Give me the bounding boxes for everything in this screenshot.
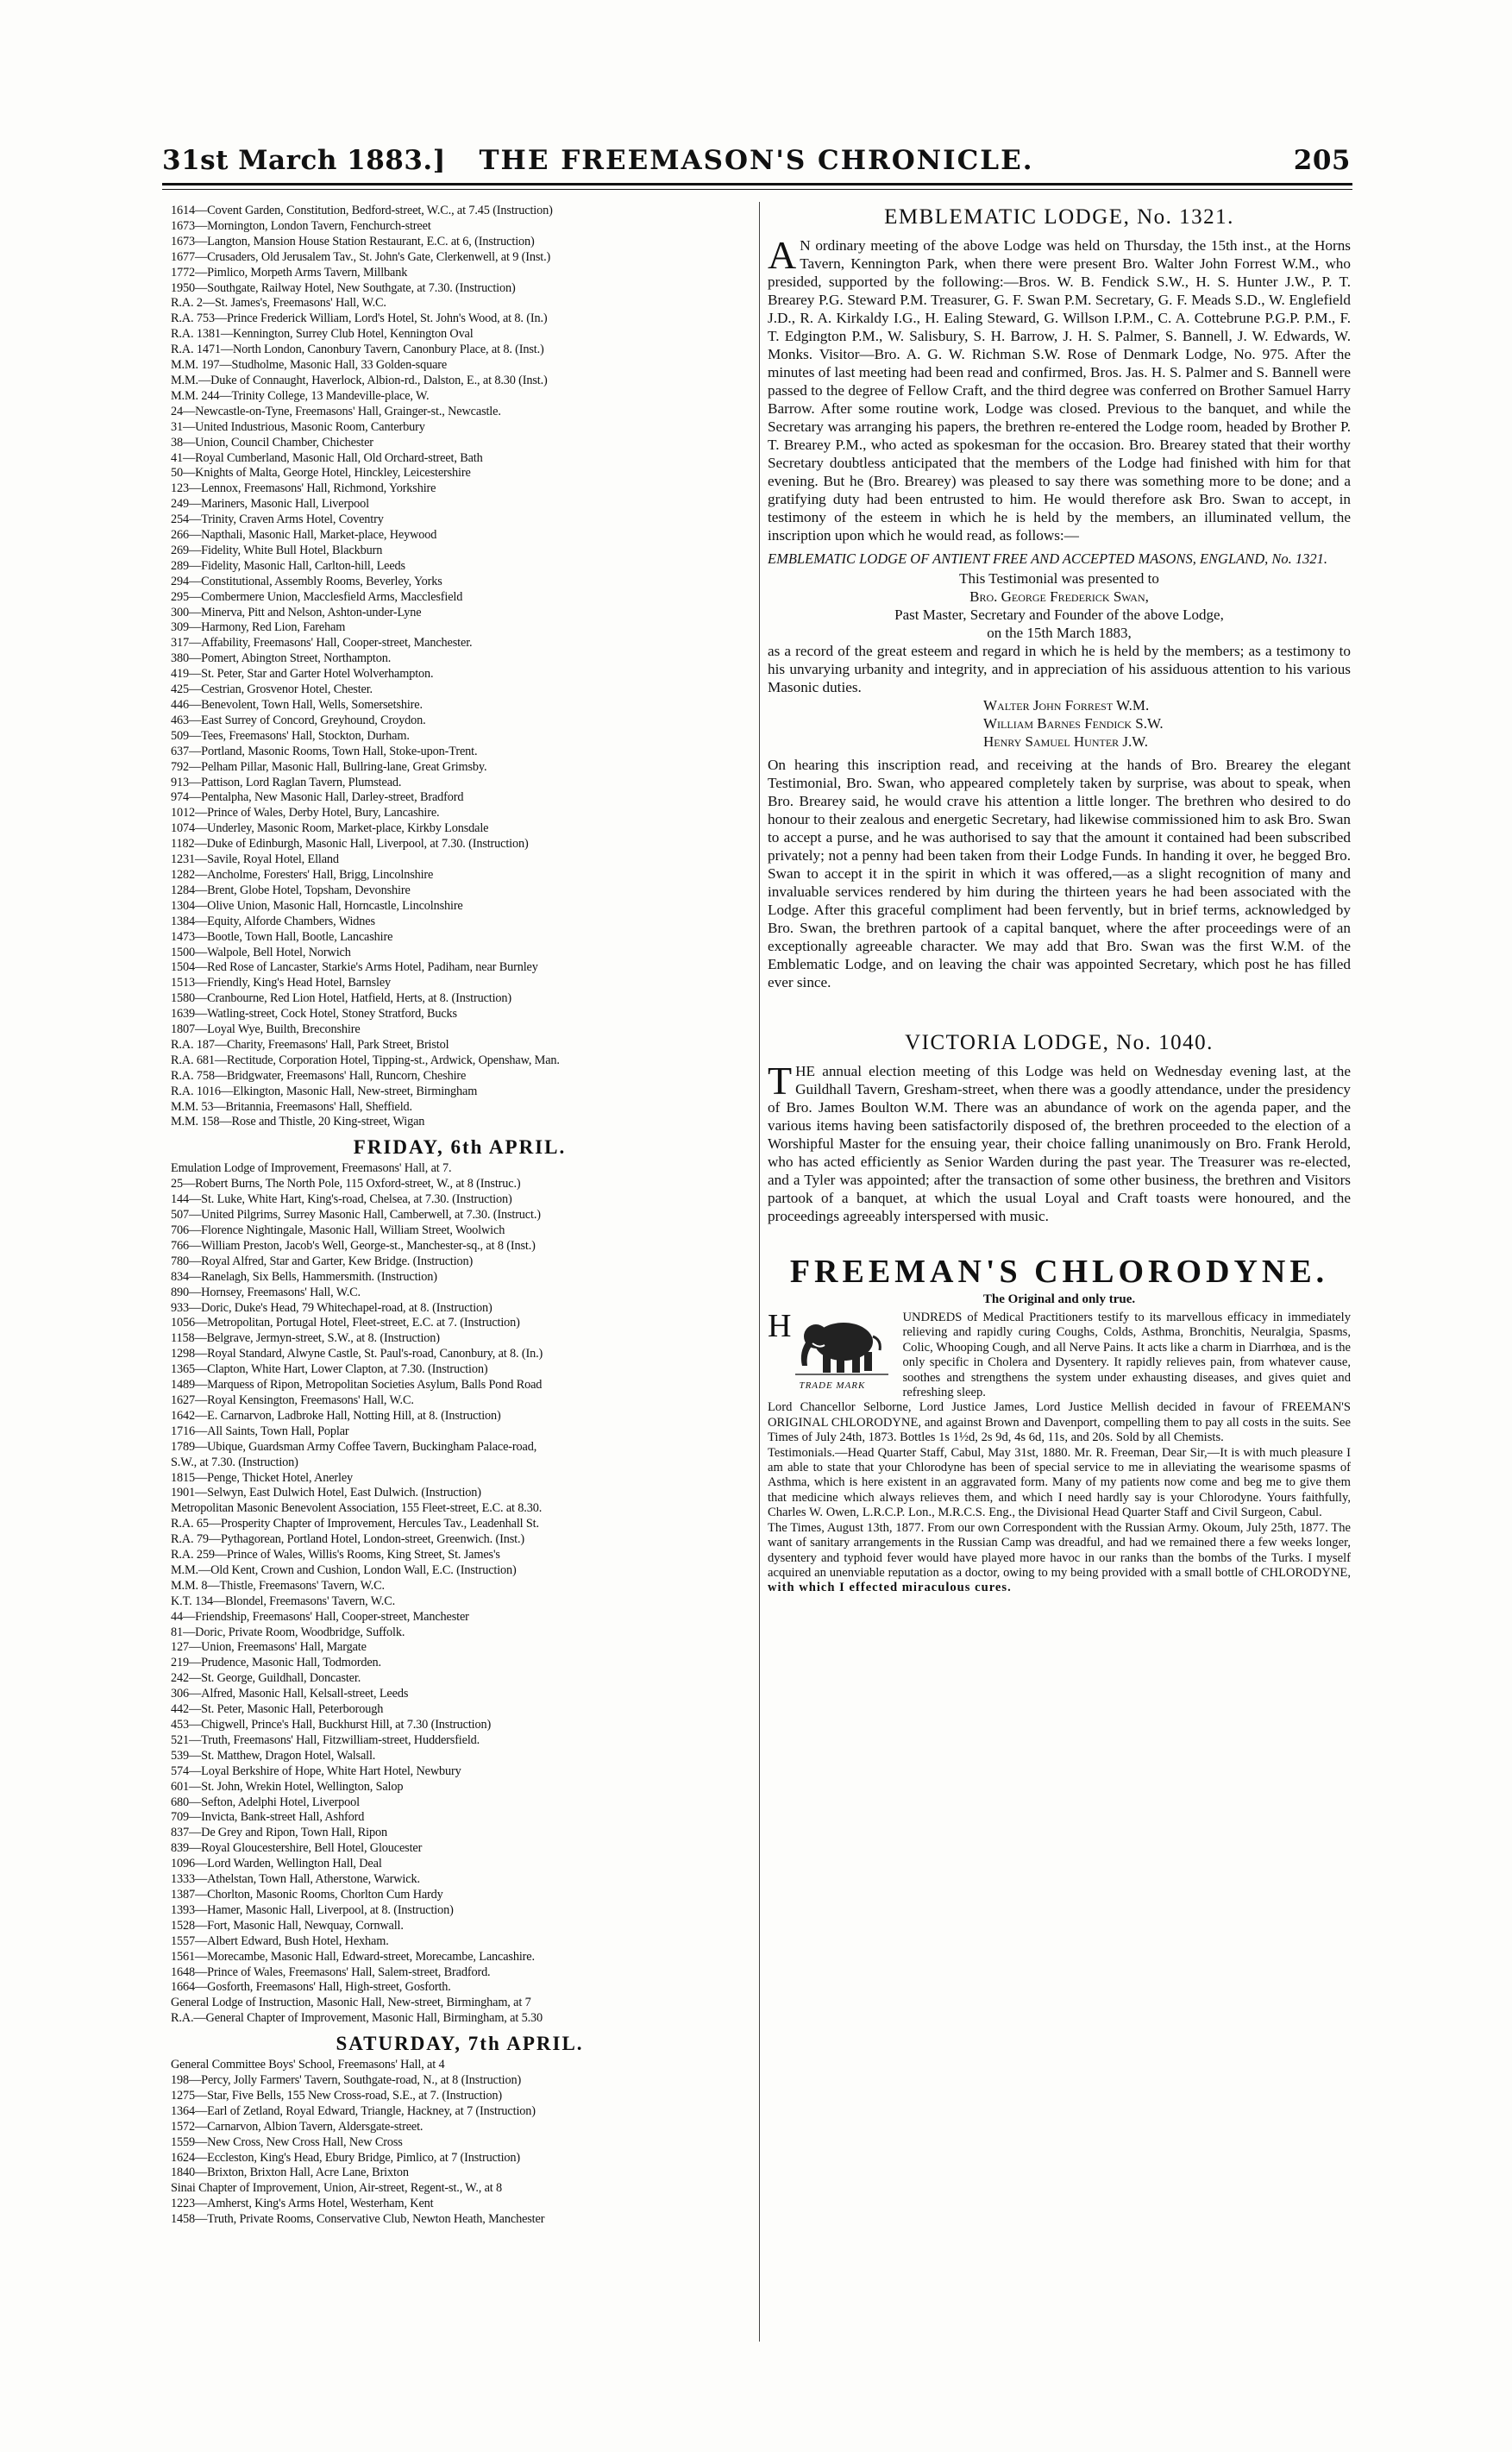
masthead <box>162 145 1351 183</box>
signature-jw: Henry Samuel Hunter J.W. <box>983 733 1149 750</box>
lodge-listing-entry: 507—United Pilgrims, Surrey Masonic Hall, Camberwell, at 7.30. (Instruct.) <box>171 1208 541 1223</box>
lodge-listing-entry: 1333—Athelstan, Town Hall, Atherstone, Warwick. <box>171 1872 420 1887</box>
lodge-listing-entry: 1096—Lord Warden, Wellington Hall, Deal <box>171 1857 382 1871</box>
advert-subheading: The Original and only true. <box>982 1292 1136 1306</box>
testimonial-date: on the 15th March 1883, <box>987 625 1132 641</box>
listing-group-6 <box>171 2197 749 2228</box>
lodge-listing-entry: 1624—Eccleston, King's Head, Ebury Bridge, Pimlico, at 7 (Instruction) <box>171 2150 521 2165</box>
elephant-icon <box>794 1311 890 1380</box>
lodge-listing-entry: M.M. 197—Studholme, Masonic Hall, 33 Golden-square <box>171 358 448 373</box>
elephant-trademark-icon <box>794 1311 897 1393</box>
lodge-listing-entry: R.A.—General Chapter of Improvement, Masonic Hall, Birmingham, at 5.30 <box>171 2011 543 2026</box>
lodge-listing-entry: 680—Sefton, Adelphi Hotel, Liverpool <box>171 1795 360 1809</box>
lodge-listing-entry: M.M. 53—Britannia, Freemasons' Hall, Sheffield. <box>171 1099 412 1114</box>
trade-mark-caption: TRADE MARK <box>799 1380 866 1391</box>
lodge-listing-entry: 1365—Clapton, White Hart, Lower Clapton, at 7.30. (Instruction) <box>171 1362 488 1377</box>
lodge-listing-entry: 219—Prudence, Masonic Hall, Todmorden. <box>171 1656 381 1670</box>
lodge-listing-entry: 144—St. Luke, White Hart, King's-road, Chelsea, at 7.30. (Instruction) <box>171 1192 512 1207</box>
lodge-listing-entry: 123—Lennox, Freemasons' Hall, Richmond, Yorkshire <box>171 481 436 496</box>
victoria-report-paragraph <box>768 1059 1351 1225</box>
lodge-listing-entry: 933—Doric, Duke's Head, 79 Whitechapel-road, at 8. (Instruction) <box>171 1300 492 1315</box>
lodge-listing-entry: 1901—Selwyn, East Dulwich Hotel, East Dulwich. (Instruction) <box>171 1486 481 1500</box>
victoria-report-text: HE annual election meeting of this Lodge was held on Wednesday evening last, at the Guildhall Tavern, Gresham-street, when there was a goodly attendance, under the presidency of Bro. James Boulton W.M. There was an abundance of work on the agenda paper, and the various items having been satisfactorily disposed of, the brethren proceeded to the election of a Worshipful Master for the ensuing year, their choice falling unanimously on Bro. Frank Herold, who has acted efficiently as Senior Warden during the past year. The Treasurer was re-elected, and a Tyler was appointed; after the transaction of some other business, the brethren and Visitors partook of a banquet, at which the usual Loyal and Craft toasts were honoured, and the proceedings agreeably interspersed with music. <box>768 1063 1351 1224</box>
lodge-listing-entry: 198—Percy, Jolly Farmers' Tavern, Southgate-road, N., at 8 (Instruction) <box>171 2073 522 2088</box>
lodge-listing-entry: 1815—Penge, Thicket Hotel, Anerley <box>171 1470 354 1485</box>
lodge-listing-entry: 1298—Royal Standard, Alwyne Castle, St. Paul's-road, Canonbury, at 8. (In.) <box>171 1347 543 1361</box>
testimonial-recipient-role: Past Master, Secretary and Founder of the above Lodge, <box>894 607 1224 623</box>
lodge-listing-entry: 1074—Underley, Masonic Room, Market-place, Kirkby Lonsdale <box>171 821 489 836</box>
lodge-listing-entry: 509—Tees, Freemasons' Hall, Stockton, Durham. <box>171 728 410 743</box>
lodge-listing-entry: 1500—Walpole, Bell Hotel, Norwich <box>171 945 351 959</box>
lodge-listing-entry: 127—Union, Freemasons' Hall, Margate <box>171 1640 367 1655</box>
advert-text-4-end: with which I effected miraculous cures. <box>768 1581 1012 1595</box>
lodge-listing-entry: 834—Ranelagh, Six Bells, Hammersmith. (Instruction) <box>171 1269 437 1284</box>
lodge-listing-entry: 266—Napthali, Masonic Hall, Market-place, Heywood <box>171 528 437 543</box>
lodge-listing-entry: 709—Invicta, Bank-street Hall, Ashford <box>171 1810 365 1825</box>
lodge-listing-entry: 242—St. George, Guildhall, Doncaster. <box>171 1671 361 1686</box>
lodge-listings-column <box>171 204 749 2343</box>
articles-column <box>768 204 1351 2343</box>
lodge-listing-entry: 1393—Hamer, Masonic Hall, Liverpool, at 8. (Instruction) <box>171 1902 454 1917</box>
lodge-listing-entry: 913—Pattison, Lord Raglan Tavern, Plumstead. <box>171 775 402 789</box>
lodge-listing-entry: 780—Royal Alfred, Star and Garter, Kew Bridge. (Instruction) <box>171 1254 474 1268</box>
chlorodyne-advert <box>768 1308 1351 1596</box>
lodge-listing-entry: R.A. 1471—North London, Canonbury Tavern, Canonbury Place, at 8. (Inst.) <box>171 343 544 357</box>
lodge-listing-entry: 419—St. Peter, Star and Garter Hotel Wolverhampton. <box>171 667 434 682</box>
victoria-lodge-heading: VICTORIA LODGE, No. 1040. <box>905 1031 1214 1054</box>
lodge-listing-entry: 1950—Southgate, Railway Hotel, New Southgate, at 7.30. (Instruction) <box>171 280 516 295</box>
lodge-listing-entry: 1673—Mornington, London Tavern, Fenchurch-street <box>171 218 431 233</box>
emblematic-lodge-heading: EMBLEMATIC LODGE, No. 1321. <box>884 205 1234 229</box>
column-divider <box>759 202 760 2342</box>
lodge-listing-entry: 792—Pelham Pillar, Masonic Hall, Bullring-lane, Great Grimsby. <box>171 759 487 774</box>
advert-paragraph-4 <box>768 1521 1351 1596</box>
lodge-listing-entry: 1561—Morecambe, Masonic Hall, Edward-street, Morecambe, Lancashire. <box>171 1949 535 1964</box>
lodge-listing-entry: 1275—Star, Five Bells, 155 New Cross-road, S.E., at 7. (Instruction) <box>171 2088 502 2103</box>
lodge-listing-entry: 1387—Chorlton, Masonic Rooms, Chorlton Cum Hardy <box>171 1887 443 1902</box>
lodge-listing-entry: 1473—Bootle, Town Hall, Bootle, Lancashire <box>171 929 393 944</box>
lodge-listing-entry: 306—Alfred, Masonic Hall, Kelsall-street, Leeds <box>171 1687 409 1701</box>
lodge-listing-entry: K.T. 134—Blondel, Freemasons' Tavern, W.C. <box>171 1594 396 1608</box>
drop-cap: T <box>768 1059 793 1103</box>
lodge-listing-entry: 1282—Ancholme, Foresters' Hall, Brigg, Lincolnshire <box>171 867 434 882</box>
advert-paragraph-3: Testimonials.—Head Quarter Staff, Cabul, May 31st, 1880. Mr. R. Freeman, Dear Sir,—It is with much pleasure I am able to state that your Chlorodyne has been of special service to me in alleviating the wearisome spasms of Asthma, which is here existent in an aggravated form. Many of my patients now come and beg me to give them that medicine which always relieves them, and which I need hardly say is your Chlorodyne. Yours faithfully, Charles W. Owen, L.R.C.P. Lon., M.R.C.S. Eng., the Divisional Head Quarter Staff and Civil Surgeon, Cabul. <box>768 1445 1351 1520</box>
lodge-listing-entry: 1642—E. Carnarvon, Ladbroke Hall, Notting Hill, at 8. (Instruction) <box>171 1408 501 1423</box>
lodge-listing-entry: M.M.—Duke of Connaught, Haverlock, Albion-rd., Dalston, E., at 8.30 (Inst.) <box>171 373 548 387</box>
advert-paragraph-1 <box>768 1308 1351 1400</box>
lodge-listing-entry: R.A. 79—Pythagorean, Portland Hotel, London-street, Greenwich. (Inst.) <box>171 1532 524 1547</box>
issue-date: 31st March 1883.] <box>162 145 446 176</box>
lodge-listing-entry: 1677—Crusaders, Old Jerusalem Tav., St. John's Gate, Clerkenwell, at 9 (Inst.) <box>171 249 551 264</box>
lodge-listing-entry: 25—Robert Burns, The North Pole, 115 Oxford-street, W., at 8 (Instruc.) <box>171 1177 521 1191</box>
lodge-listing-entry: 601—St. John, Wrekin Hotel, Wellington, Salop <box>171 1779 404 1794</box>
publication-title: THE FREEMASON'S CHRONICLE. <box>479 145 1034 176</box>
lodge-listing-entry: 837—De Grey and Ripon, Town Hall, Ripon <box>171 1826 387 1840</box>
lodge-listing-entry: 1840—Brixton, Brixton Hall, Acre Lane, Brixton <box>171 2166 409 2180</box>
lodge-listing-entry: M.M. 244—Trinity College, 13 Mandeville-place, W. <box>171 388 430 403</box>
lodge-listing-entry: 453—Chigwell, Prince's Hall, Buckhurst Hill, at 7.30 (Instruction) <box>171 1718 492 1732</box>
drop-cap: H <box>768 1308 792 1344</box>
listing-group-4 <box>171 1610 749 2027</box>
header-rule <box>162 183 1352 185</box>
lodge-listing-entry: M.M. 158—Rose and Thistle, 20 King-street, Wigan <box>171 1115 425 1129</box>
lodge-listing-entry: 1580—Cranbourne, Red Lion Hotel, Hatfield, Herts, at 8. (Instruction) <box>171 991 512 1006</box>
lodge-listing-entry: 1789—Ubique, Guardsman Army Coffee Tavern, Buckingham Palace-road, <box>171 1439 537 1454</box>
lodge-listing-entry: 254—Trinity, Craven Arms Hotel, Coventry <box>171 512 384 527</box>
lodge-listing-entry: General Committee Boys' School, Freemasons' Hall, at 4 <box>171 2058 445 2072</box>
lodge-listing-entry: 295—Combermere Union, Macclesfield Arms, Macclesfield <box>171 589 463 604</box>
lodge-listing-entry: Sinai Chapter of Improvement, Union, Air-street, Regent-st., W., at 8 <box>171 2181 503 2196</box>
lodge-listing-entry: 1627—Royal Kensington, Freemasons' Hall, W.C. <box>171 1393 414 1407</box>
lodge-listing-entry: R.A. 753—Prince Frederick William, Lord's Hotel, St. John's Wood, at 8. (In.) <box>171 311 548 326</box>
lodge-listing-entry: 1664—Gosforth, Freemasons' Hall, High-street, Gosforth. <box>171 1980 451 1995</box>
lodge-listing-entry: 706—Florence Nightingale, Masonic Hall, William Street, Woolwich <box>171 1223 505 1237</box>
listing-group-1 <box>171 204 749 405</box>
lodge-listing-entry: 249—Mariners, Masonic Hall, Liverpool <box>171 497 369 512</box>
lodge-listing-entry: 294—Constitutional, Assembly Rooms, Beverley, Yorks <box>171 574 442 588</box>
lodge-listing-entry: R.A. 681—Rectitude, Corporation Hotel, Tipping-st., Ardwick, Openshaw, Man. <box>171 1053 560 1067</box>
lodge-listing-entry: 574—Loyal Berkshire of Hope, White Hart Hotel, Newbury <box>171 1764 461 1778</box>
lodge-listing-entry: 38—Union, Council Chamber, Chichester <box>171 435 373 450</box>
listing-group-5 <box>171 2058 749 2197</box>
lodge-listing-entry: M.M.—Old Kent, Crown and Cushion, London Wall, E.C. (Instruction) <box>171 1562 517 1577</box>
lodge-listing-entry: 1559—New Cross, New Cross Hall, New Cross <box>171 2134 403 2149</box>
signature-wm: Walter John Forrest W.M. <box>983 697 1150 714</box>
lodge-listing-entry: 1158—Belgrave, Jermyn-street, S.W., at 8. (Instruction) <box>171 1331 440 1346</box>
lodge-listing-entry: 81—Doric, Private Room, Woodbridge, Suffolk. <box>171 1625 405 1639</box>
lodge-listing-entry: 1807—Loyal Wye, Builth, Breconshire <box>171 1022 361 1037</box>
lodge-listing-entry: 380—Pomert, Abington Street, Northampton. <box>171 651 392 666</box>
advert-paragraph-2: Lord Chancellor Selborne, Lord Justice James, Lord Justice Mellish decided in favour of FREEMAN'S ORIGINAL CHLORODYNE, and against Brown and Davenport, compelling them to pay all costs in the suits. See Times of July 24th, 1873. Bottles 1s 1½d, 2s 9d, 4s 6d, 11s, and 20s. Sold by all Chemists. <box>768 1400 1351 1445</box>
listing-group-3 <box>171 1161 749 1609</box>
lodge-listing-entry: 890—Hornsey, Freemasons' Hall, W.C. <box>171 1285 361 1299</box>
lodge-listing-entry: 1182—Duke of Edinburgh, Masonic Hall, Liverpool, at 7.30. (Instruction) <box>171 837 529 852</box>
lodge-listing-entry: R.A. 1381—Kennington, Surrey Club Hotel, Kennington Oval <box>171 327 474 342</box>
drop-cap: A <box>768 233 797 277</box>
lodge-listing-entry: 1614—Covent Garden, Constitution, Bedford-street, W.C., at 7.45 (Instruction) <box>171 204 553 217</box>
lodge-listing-entry: 1572—Carnarvon, Albion Tavern, Aldersgate-street. <box>171 2119 423 2134</box>
saturday-heading: SATURDAY, 7th APRIL. <box>336 2033 584 2055</box>
lodge-listing-entry: 1364—Earl of Zetland, Royal Edward, Triangle, Hackney, at 7 (Instruction) <box>171 2103 536 2118</box>
lodge-listing-entry: 50—Knights of Malta, George Hotel, Hinckley, Leicestershire <box>171 466 471 481</box>
lodge-listing-entry: 1223—Amherst, King's Arms Hotel, Westerham, Kent <box>171 2197 434 2211</box>
lodge-listing-entry: 300—Minerva, Pitt and Nelson, Ashton-under-Lyne <box>171 605 422 619</box>
lodge-listing-entry: 1557—Albert Edward, Bush Hotel, Hexham. <box>171 1933 389 1948</box>
lodge-listing-entry: 463—East Surrey of Concord, Greyhound, Croydon. <box>171 713 426 727</box>
lodge-listing-entry: 1304—Olive Union, Masonic Hall, Horncastle, Lincolnshire <box>171 898 463 913</box>
emblematic-report-paragraph <box>768 233 1351 544</box>
lodge-listing-entry: 1056—Metropolitan, Portugal Hotel, Fleet-street, E.C. at 7. (Instruction) <box>171 1316 520 1330</box>
lodge-listing-entry: 637—Portland, Masonic Rooms, Town Hall, Stoke-upon-Trent. <box>171 744 478 758</box>
advert-text-4: The Times, August 13th, 1877. From our own Correspondent with the Russian Army. Okoum, July 25th, 1877. The want of sanitary arrangements in the Russian Camp was dreadful, and had we remained there a few weeks longer, dysentery and typhoid fever would have played more havoc in our ranks than the bombs of the Turks. I myself acquired an unenviable reputation as a doctor, owing to my being provided with a small bottle of CHLORODYNE, <box>768 1520 1351 1580</box>
lodge-listing-entry: 289—Fidelity, Masonic Hall, Carlton-hill, Leeds <box>171 558 405 573</box>
emblematic-report-text: N ordinary meeting of the above Lodge was held on Thursday, the 15th inst., at the Horns Tavern, Kennington Park, when there were present Bro. Walter John Forrest W.M., who presided, supported by the following:—Bros. W. B. Fendick S.W., H. S. Hunter J.W., P. T. Brearey P.G. Steward P.M. Treasurer, G. F. Swan P.M. Secretary, G. F. Meads S.D., W. Englefield J.D., R. A. Kirkaldy I.G., H. Ealing Steward, G. Willson I.P.M., C. A. Cottebrune P.G.P. P.M., F. T. Edgington P.M., W. Salisbury, S. H. Barrow, J. H. S. Palmer, S. Bannell, J. W. Edwards, W. Monks. Visitor—Bro. A. G. W. Richman S.W. Rose of Denmark Lodge, No. 975. After the minutes of last meeting had been read and confirmed, Bros. Jas. H. S. Palmer and S. Bannell were passed to the degree of Fellow Craft, and the third degree was conferred on Brother Samuel Harry Barrow. After some routine work, Lodge was closed. Previous to the banquet, and while the Secretary was arranging his papers, the brethren re-entered the Lodge room, headed by Brother P. T. Brearey P.M., who acted as spokesman for the occasion. Bro. Brearey stated that their worthy Secretary doubtless anticipated that the members of the Lodge had finished with him for that evening. But he (Bro. Brearey) was pleased to say there was something more to be done; and a gratifying duty had been entrusted to him. He would therefore ask Bro. Swan to accept, in testimony of the esteem in which he is held by the members, an illuminated vellum, the inscription upon which he would read, as follows:— <box>768 237 1351 544</box>
lodge-listing-entry: 1489—Marquess of Ripon, Metropolitan Societies Asylum, Balls Pond Road <box>171 1378 543 1393</box>
lodge-listing-entry: 974—Pentalpha, New Masonic Hall, Darley-street, Bradford <box>171 790 464 805</box>
page-number: 205 <box>1293 145 1351 176</box>
signature-sw: William Barnes Fendick S.W. <box>983 715 1164 732</box>
lodge-listing-entry: Emulation Lodge of Improvement, Freemasons' Hall, at 7. <box>171 1161 452 1176</box>
header-rule-thin <box>162 189 1352 190</box>
lodge-listing-entry: 31—United Industrious, Masonic Room, Canterbury <box>171 419 425 434</box>
friday-heading: FRIDAY, 6th APRIL. <box>353 1136 567 1159</box>
lodge-listing-entry: 1504—Red Rose of Lancaster, Starkie's Arms Hotel, Padiham, near Burnley <box>171 960 538 975</box>
testimonial-text: as a record of the great esteem and regard in which he is held by the members; as a testimony to his unvarying urbanity and integrity, and in appreciation of his assiduous attention to his various Masonic duties. <box>768 643 1351 695</box>
lodge-listing-entry: R.A. 187—Charity, Freemasons' Hall, Park Street, Bristol <box>171 1037 449 1052</box>
testimonial-presented-line: This Testimonial was presented to <box>959 570 1159 587</box>
lodge-listing-entry: General Lodge of Instruction, Masonic Hall, New-street, Birmingham, at 7 <box>171 1996 531 2010</box>
lodge-listing-entry: 41—Royal Cumberland, Masonic Hall, Old Orchard-street, Bath <box>171 450 483 465</box>
lodge-listing-entry: S.W., at 7.30. (Instruction) <box>171 1455 298 1469</box>
lodge-listing-entry: M.M. 8—Thistle, Freemasons' Tavern, W.C. <box>171 1578 385 1593</box>
lodge-listing-entry: 839—Royal Gloucestershire, Bell Hotel, Gloucester <box>171 1841 423 1856</box>
testimonial-recipient-name: Bro. George Frederick Swan, <box>969 588 1149 605</box>
lodge-listing-entry: 442—St. Peter, Masonic Hall, Peterborough <box>171 1702 384 1717</box>
lodge-listing-entry: 521—Truth, Freemasons' Hall, Fitzwilliam-street, Huddersfield. <box>171 1732 480 1747</box>
lodge-listing-entry: R.A. 65—Prosperity Chapter of Improvement, Hercules Tav., Leadenhall St. <box>171 1517 539 1531</box>
lodge-listing-entry: 1284—Brent, Globe Hotel, Topsham, Devonshire <box>171 883 411 897</box>
lodge-listing-entry: 1528—Fort, Masonic Hall, Newquay, Cornwall. <box>171 1918 404 1933</box>
lodge-listing-entry: 1772—Pimlico, Morpeth Arms Tavern, Millbank <box>171 265 408 280</box>
lodge-listing-entry: 1513—Friendly, King's Head Hotel, Barnsley <box>171 976 392 990</box>
emblematic-closing-paragraph: On hearing this inscription read, and receiving at the hands of Bro. Brearey the elegant Testimonial, Bro. Swan, who appeared completely taken by surprise, was about to speak, when Bro. Brearey said, he would crave his attention a little longer. The brethren who desired to do honour to their zealous and energetic Secretary, had likewise commissioned him to ask Bro. Swan to accept a purse, and he was authorised to say that the amount it contained had been subscribed privately; not a penny had been taken from their Lodge Funds. In handing it over, he begged Bro. Swan to accept it in the spirit in which it was offered,—as a slight recognition of many and invaluable services rendered by him during the thirteen years he had been associated with the Lodge. After this graceful compliment had been fervently, but in brief terms, acknowledged by Bro. Swan, the brethren partook of a capital banquet, where the after proceedings were of an exceptionally agreeable character. We may add that Bro. Swan was the first W.M. of the Emblematic Lodge, and on leaving the chair was appointed Secretary, which post he has filled ever since. <box>768 757 1351 990</box>
advert-heading: FREEMAN'S CHLORODYNE. <box>789 1254 1329 1290</box>
lodge-listing-entry: 446—Benevolent, Town Hall, Wells, Somersetshire. <box>171 698 423 712</box>
lodge-listing-entry: 1716—All Saints, Town Hall, Poplar <box>171 1424 349 1438</box>
lodge-listing-entry: 766—William Preston, Jacob's Well, George-st., Manchester-sq., at 8 (Inst.) <box>171 1238 536 1253</box>
listing-group-2 <box>171 405 749 1131</box>
lodge-listing-entry: Metropolitan Masonic Benevolent Association, 155 Fleet-street, E.C. at 8.30. <box>171 1501 543 1516</box>
lodge-listing-entry: 1231—Savile, Royal Hotel, Elland <box>171 852 339 867</box>
testimonial-heading: EMBLEMATIC LODGE OF ANTIENT FREE AND ACCEPTED MASONS, ENGLAND, No. 1321. <box>768 550 1328 567</box>
lodge-listing-entry: 1673—Langton, Mansion House Station Restaurant, E.C. at 6, (Instruction) <box>171 234 535 248</box>
lodge-listing-entry: R.A. 2—St. James's, Freemasons' Hall, W.C. <box>171 296 386 311</box>
lodge-listing-entry: 317—Affability, Freemasons' Hall, Cooper-street, Manchester. <box>171 636 473 651</box>
advert-text-1: UNDREDS of Medical Practitioners testify to its marvellous efficacy in immediately relieving and rapidly curing Coughs, Colds, Asthma, Bronchitis, Neuralgia, Spasms, Colic, Whooping Cough, and all Nerve Pains. It acts like a charm in Diarrhœa, and is the only specific in Cholera and Dysentery. It rapidly relieves pain, from whatever cause, soothes and strengthens the system under exhausting diseases, and gives quiet and refreshing sleep. <box>902 1311 1351 1400</box>
lodge-listing-entry: 425—Cestrian, Grosvenor Hotel, Chester. <box>171 682 373 697</box>
lodge-listing-entry: R.A. 758—Bridgwater, Freemasons' Hall, Runcorn, Cheshire <box>171 1068 467 1083</box>
lodge-listing-entry: 309—Harmony, Red Lion, Fareham <box>171 620 346 635</box>
lodge-listing-entry: 1384—Equity, Alforde Chambers, Widnes <box>171 914 375 928</box>
lodge-listing-entry: 1639—Watling-street, Cock Hotel, Stoney Stratford, Bucks <box>171 1007 457 1022</box>
lodge-listing-entry: 24—Newcastle-on-Tyne, Freemasons' Hall, Grainger-st., Newcastle. <box>171 404 501 418</box>
lodge-listing-entry: 539—St. Matthew, Dragon Hotel, Walsall. <box>171 1748 376 1763</box>
lodge-listing-entry: 1458—Truth, Private Rooms, Conservative Club, Newton Heath, Manchester <box>171 2212 545 2227</box>
lodge-listing-entry: R.A. 259—Prince of Wales, Willis's Rooms, King Street, St. James's <box>171 1548 500 1562</box>
lodge-listing-entry: 269—Fidelity, White Bull Hotel, Blackburn <box>171 543 383 557</box>
lodge-listing-entry: 1648—Prince of Wales, Freemasons' Hall, Salem-street, Bradford. <box>171 1965 491 1979</box>
lodge-listing-entry: 44—Friendship, Freemasons' Hall, Cooper-street, Manchester <box>171 1609 469 1624</box>
lodge-listing-entry: 1012—Prince of Wales, Derby Hotel, Bury, Lancashire. <box>171 806 440 820</box>
lodge-listing-entry: R.A. 1016—Elkington, Masonic Hall, New-street, Birmingham <box>171 1084 478 1098</box>
